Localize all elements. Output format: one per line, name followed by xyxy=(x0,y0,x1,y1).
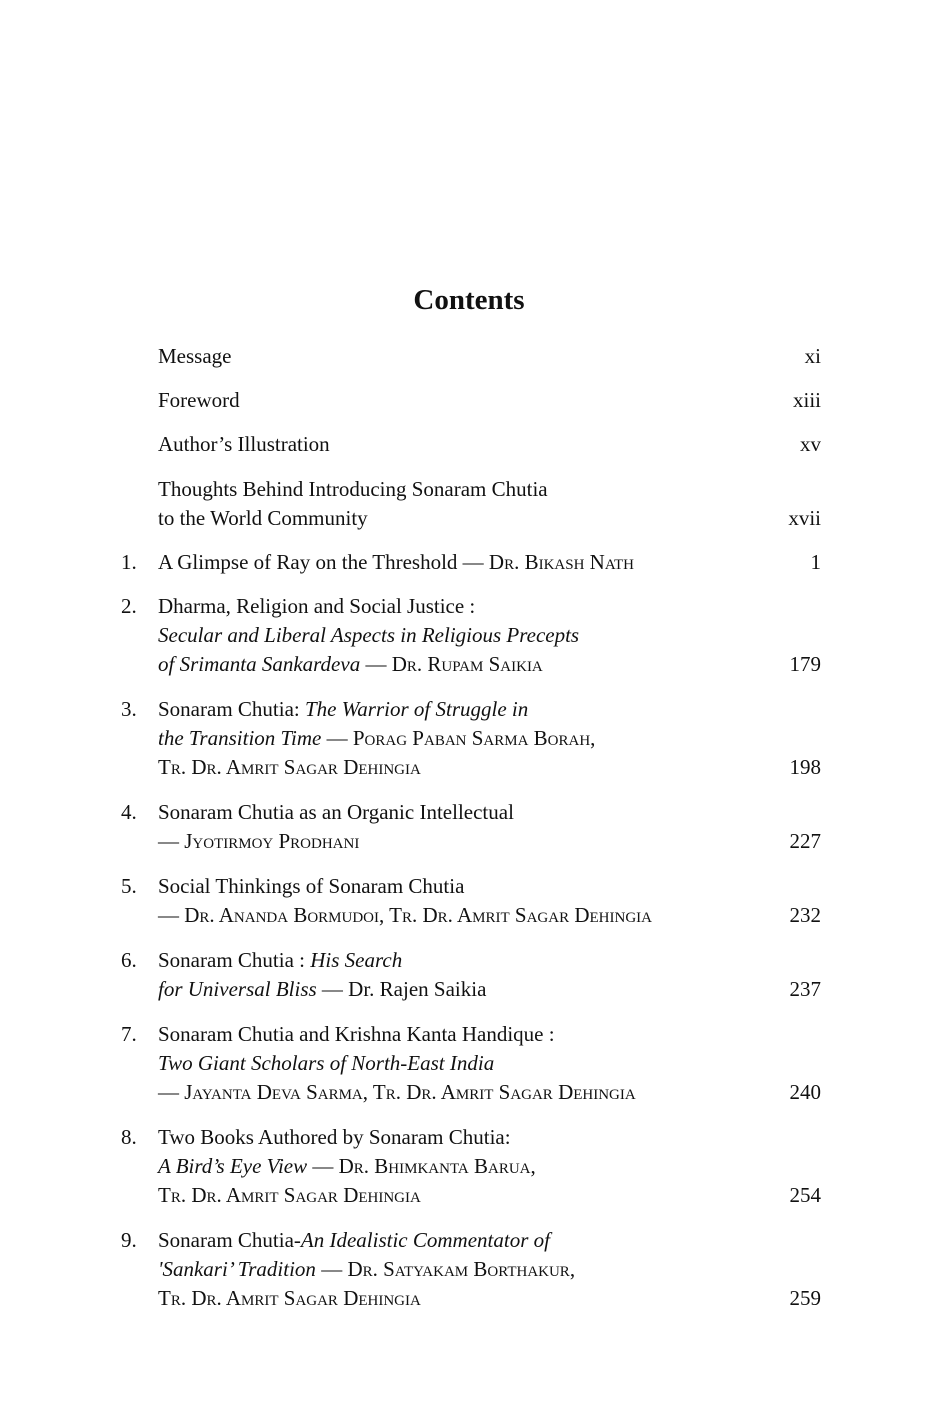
entry-title-line xyxy=(158,592,728,621)
entry-title-line xyxy=(158,872,728,901)
author-name: Tr. Dr. Amrit Sagar Dehingia xyxy=(158,1183,421,1207)
toc-entry xyxy=(0,872,938,930)
entry-title-line xyxy=(158,548,728,577)
entry-number: 8. xyxy=(121,1125,137,1149)
title-text: Message xyxy=(158,344,232,368)
entry-number: 3. xyxy=(121,697,137,721)
subtitle-text: for Universal Bliss xyxy=(158,977,317,1001)
entry-title-line xyxy=(158,504,728,533)
page-title: Contents xyxy=(413,284,525,316)
entry-title xyxy=(158,430,728,459)
title-text: — xyxy=(315,1257,348,1281)
entry-title-line xyxy=(158,901,728,930)
entry-title xyxy=(158,592,728,679)
subtitle-text: the Transition Time xyxy=(158,726,322,750)
title-text: — xyxy=(158,903,185,927)
title-text: Two Books Authored by Sonaram Chutia: xyxy=(158,1125,511,1149)
toc-entry xyxy=(0,548,938,577)
page-number: 1 xyxy=(810,550,821,574)
entry-title-line xyxy=(158,650,728,679)
entry-number: 4. xyxy=(121,800,137,824)
title-text: Sonaram Chutia and Krishna Kanta Handique : xyxy=(158,1022,555,1046)
author-name: Dr. Satyakam Borthakur, xyxy=(347,1257,576,1281)
title-text: A Glimpse of Ray on the Threshold — xyxy=(158,550,489,574)
entry-title-line xyxy=(158,430,728,459)
toc-entry xyxy=(0,386,938,415)
entry-title-line xyxy=(158,475,728,504)
entry-title xyxy=(158,946,728,1004)
toc-entry xyxy=(0,1020,938,1107)
entry-title-line xyxy=(158,621,728,650)
entry-title xyxy=(158,1020,728,1107)
author-name: Dr. Rupam Saikia xyxy=(391,652,543,676)
title-text: Sonaram Chutia : xyxy=(158,948,311,972)
author-name: Dr. Bhimkanta Barua, xyxy=(338,1154,536,1178)
author-name: Porag Paban Sarma Borah, xyxy=(352,726,596,750)
toc-entry xyxy=(0,946,938,1004)
author-name: Jyotirmoy Prodhani xyxy=(184,829,360,853)
entry-title xyxy=(158,342,728,371)
entry-title-line xyxy=(158,1255,728,1284)
author-name: Dr. Bikash Nath xyxy=(488,550,635,574)
table-of-contents xyxy=(0,342,938,1313)
entry-title xyxy=(158,872,728,930)
toc-entry xyxy=(0,695,938,782)
entry-number: 7. xyxy=(121,1022,137,1046)
title-text: Social Thinkings of Sonaram Chutia xyxy=(158,874,465,898)
page-number: xiii xyxy=(792,388,821,412)
entry-title-line xyxy=(158,1020,728,1049)
toc-entry xyxy=(0,592,938,679)
subtitle-text: 'Sankari’ Tradition xyxy=(158,1257,316,1281)
entry-title-line xyxy=(158,342,728,371)
entry-title xyxy=(158,386,728,415)
entry-title-line xyxy=(158,798,728,827)
page-number: 227 xyxy=(789,829,821,853)
entry-title xyxy=(158,475,728,533)
title-text: Sonaram Chutia as an Organic Intellectual xyxy=(158,800,514,824)
entry-title xyxy=(158,798,728,856)
page-number: 240 xyxy=(789,1080,821,1104)
entry-title-line xyxy=(158,1049,728,1078)
toc-entry xyxy=(0,475,938,533)
entry-title-line xyxy=(158,1226,728,1255)
entry-title-line xyxy=(158,386,728,415)
entry-title xyxy=(158,695,728,782)
entry-title-line xyxy=(158,1123,728,1152)
entry-number: 9. xyxy=(121,1228,137,1252)
author-name: Jayanta Deva Sarma, Tr. Dr. Amrit Sagar Dehingia xyxy=(184,1080,636,1104)
title-text: — xyxy=(307,1154,339,1178)
entry-title-line xyxy=(158,1284,728,1313)
title-text: Thoughts Behind Introducing Sonaram Chutia xyxy=(158,477,548,501)
subtitle-text: of Srimanta Sankardeva xyxy=(158,652,361,676)
toc-entry xyxy=(0,342,938,371)
subtitle-text: The Warrior of Struggle in xyxy=(304,697,529,721)
author-name: Dr. Ananda Bormudoi, Tr. Dr. Amrit Sagar Dehingia xyxy=(184,903,652,927)
page-number: 179 xyxy=(789,652,821,676)
title-text: — xyxy=(158,1080,185,1104)
title-text: Foreword xyxy=(158,388,240,412)
entry-title-line xyxy=(158,753,728,782)
entry-number: 6. xyxy=(121,948,137,972)
title-text: — xyxy=(158,829,185,853)
page-number: 232 xyxy=(789,903,821,927)
entry-title xyxy=(158,1226,728,1313)
title-text: Dharma, Religion and Social Justice : xyxy=(158,594,476,618)
entry-title-line xyxy=(158,975,728,1004)
subtitle-text: A Bird’s Eye View xyxy=(158,1154,308,1178)
title-text: — xyxy=(321,726,353,750)
entry-number: 5. xyxy=(121,874,137,898)
entry-title-line xyxy=(158,946,728,975)
toc-entry xyxy=(0,1226,938,1313)
page-number: 259 xyxy=(789,1286,821,1310)
title-text: to the World Community xyxy=(158,506,368,530)
subtitle-text: His Search xyxy=(310,948,403,972)
page-number: 237 xyxy=(789,977,821,1001)
subtitle-text: Secular and Liberal Aspects in Religious Precepts xyxy=(158,623,580,647)
entry-title-line xyxy=(158,1152,728,1181)
entry-number: 1. xyxy=(121,550,137,574)
title-text: Sonaram Chutia: xyxy=(158,697,305,721)
title-text: Sonaram Chutia- xyxy=(158,1228,301,1252)
author-name: Tr. Dr. Amrit Sagar Dehingia xyxy=(158,1286,421,1310)
title-text: — Dr. Rajen Saikia xyxy=(316,977,487,1001)
entry-title-line xyxy=(158,724,728,753)
page-number: 254 xyxy=(789,1183,821,1207)
title-text: Author’s Illustration xyxy=(158,432,330,456)
page-number: xi xyxy=(804,344,821,368)
subtitle-text: Two Giant Scholars of North-East India xyxy=(158,1051,495,1075)
page-number: xvii xyxy=(788,506,821,530)
entry-title-line xyxy=(158,827,728,856)
page-number: 198 xyxy=(789,755,821,779)
toc-entry xyxy=(0,1123,938,1210)
author-name: Tr. Dr. Amrit Sagar Dehingia xyxy=(158,755,421,779)
toc-entry xyxy=(0,798,938,856)
entry-title-line xyxy=(158,1181,728,1210)
title-text: — xyxy=(360,652,392,676)
toc-entry xyxy=(0,430,938,459)
subtitle-text: An Idealistic Commentator of xyxy=(300,1228,550,1252)
entry-title-line xyxy=(158,1078,728,1107)
entry-title-line xyxy=(158,695,728,724)
entry-number: 2. xyxy=(121,594,137,618)
entry-title xyxy=(158,548,728,577)
entry-title xyxy=(158,1123,728,1210)
page-number: xv xyxy=(800,432,821,456)
